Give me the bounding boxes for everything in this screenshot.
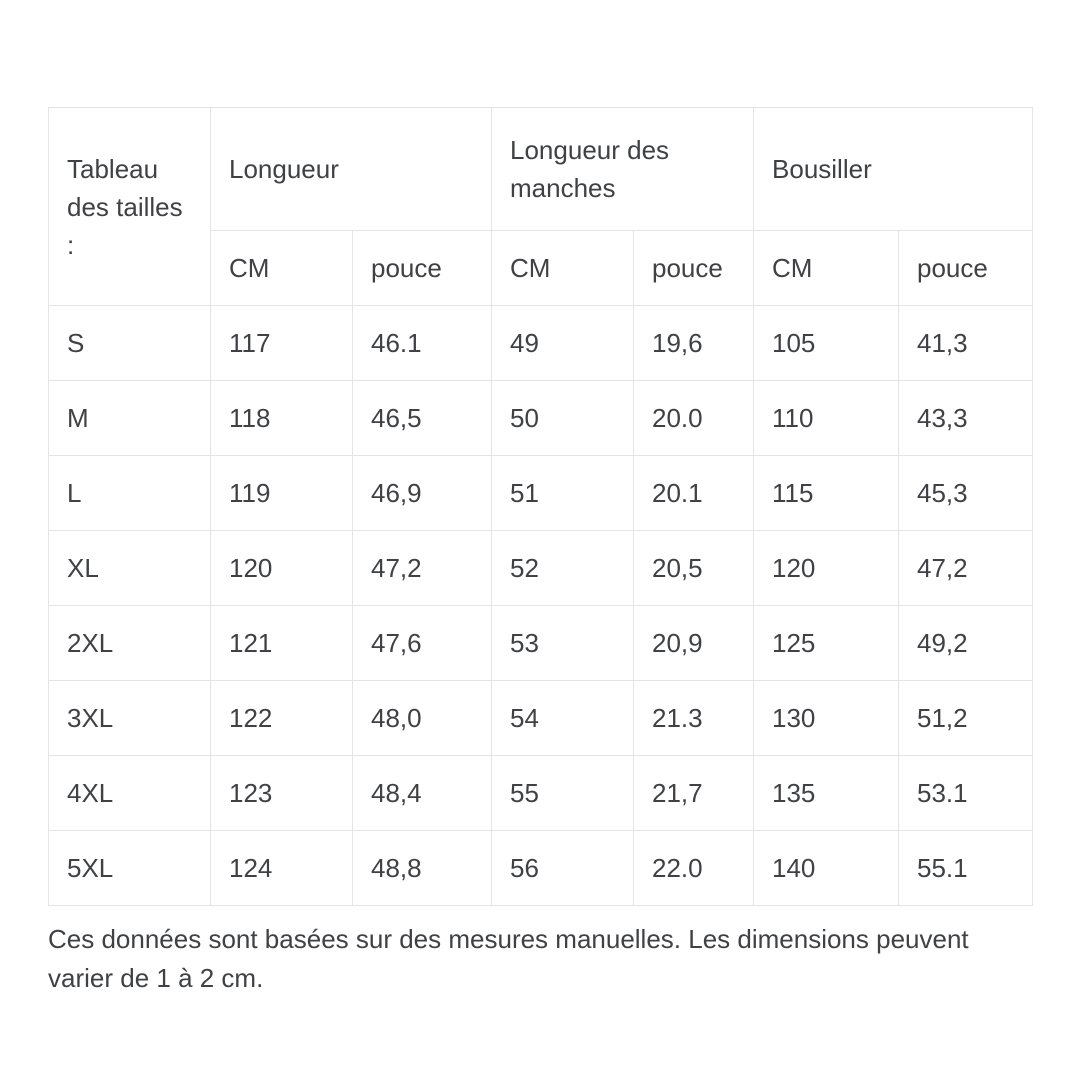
table-row [49,756,1033,831]
group-header-manches: Longueur des manches [492,108,754,231]
unit-header-cell: pouce [634,231,754,306]
value-cell: 118 [211,381,353,456]
table-row [49,306,1033,381]
value-cell: 119 [211,456,353,531]
value-cell: 41,3 [899,306,1033,381]
size-cell: M [49,381,211,456]
group-header-longueur: Longueur [211,108,492,231]
value-cell: 121 [211,606,353,681]
value-cell: 20.1 [634,456,754,531]
value-cell: 122 [211,681,353,756]
value-cell: 21.3 [634,681,754,756]
value-cell: 55 [492,756,634,831]
table-row [49,681,1033,756]
value-cell: 22.0 [634,831,754,906]
size-cell: 4XL [49,756,211,831]
size-chart-section [48,107,1032,998]
unit-header-cell: pouce [353,231,492,306]
size-chart-table [48,107,1033,906]
value-cell: 46,9 [353,456,492,531]
measurement-disclaimer: Ces données sont basées sur des mesures manuelles. Les dimensions peuvent varier de 1 à 2 cm. [48,924,969,993]
value-cell: 105 [754,306,899,381]
value-cell: 46,5 [353,381,492,456]
value-cell: 53.1 [899,756,1033,831]
size-cell: 2XL [49,606,211,681]
table-row [49,456,1033,531]
value-cell: 21,7 [634,756,754,831]
value-cell: 20,9 [634,606,754,681]
value-cell: 20,5 [634,531,754,606]
corner-header-cell: Tableau des tailles : [49,108,211,306]
value-cell: 50 [492,381,634,456]
value-cell: 54 [492,681,634,756]
value-cell: 140 [754,831,899,906]
value-cell: 130 [754,681,899,756]
value-cell: 19,6 [634,306,754,381]
value-cell: 49 [492,306,634,381]
header-group-row [49,108,1033,231]
size-cell: S [49,306,211,381]
group-header-bousiller: Bousiller [754,108,1033,231]
value-cell: 47,6 [353,606,492,681]
value-cell: 53 [492,606,634,681]
value-cell: 115 [754,456,899,531]
value-cell: 55.1 [899,831,1033,906]
table-row [49,831,1033,906]
table-row [49,606,1033,681]
value-cell: 125 [754,606,899,681]
value-cell: 123 [211,756,353,831]
value-cell: 48,0 [353,681,492,756]
value-cell: 117 [211,306,353,381]
value-cell: 120 [754,531,899,606]
unit-header-cell: CM [211,231,353,306]
value-cell: 45,3 [899,456,1033,531]
value-cell: 48,4 [353,756,492,831]
unit-header-cell: CM [492,231,634,306]
value-cell: 43,3 [899,381,1033,456]
unit-header-cell: pouce [899,231,1033,306]
value-cell: 48,8 [353,831,492,906]
value-cell: 46.1 [353,306,492,381]
value-cell: 49,2 [899,606,1033,681]
size-cell: 5XL [49,831,211,906]
value-cell: 120 [211,531,353,606]
value-cell: 56 [492,831,634,906]
table-row [49,531,1033,606]
table-row [49,381,1033,456]
value-cell: 51 [492,456,634,531]
value-cell: 124 [211,831,353,906]
value-cell: 20.0 [634,381,754,456]
unit-header-cell: CM [754,231,899,306]
value-cell: 135 [754,756,899,831]
value-cell: 52 [492,531,634,606]
size-cell: L [49,456,211,531]
value-cell: 110 [754,381,899,456]
size-cell: 3XL [49,681,211,756]
size-cell: XL [49,531,211,606]
value-cell: 51,2 [899,681,1033,756]
value-cell: 47,2 [899,531,1033,606]
value-cell: 47,2 [353,531,492,606]
